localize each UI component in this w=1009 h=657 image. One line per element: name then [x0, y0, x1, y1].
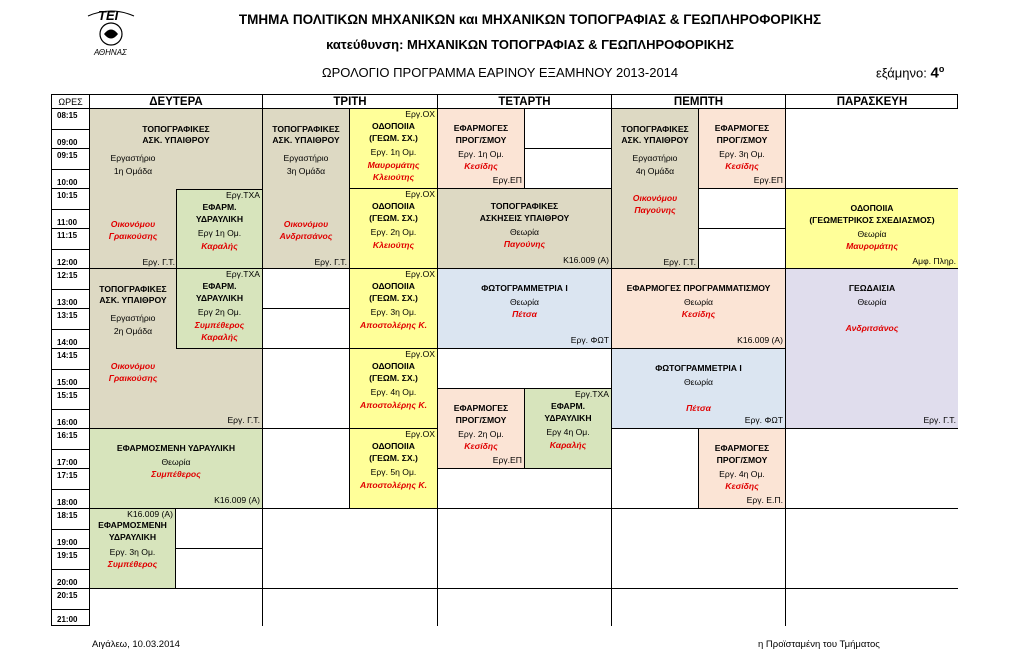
course-subtitle: ΠΡΟΓ/ΣΜΟΥ	[716, 455, 768, 465]
day-header-tuesday: ΤΡΙΤΗ	[263, 95, 438, 109]
course-block-programming-1	[438, 109, 525, 189]
course-title: ΟΔΟΠΟΙΙΑ	[372, 361, 415, 371]
time-slot	[52, 589, 90, 626]
time-end: 13:00	[57, 298, 78, 307]
course-block-geodesy	[786, 269, 958, 429]
course-room: Εργ.ΕΠ	[492, 455, 522, 465]
time-end: 09:00	[57, 138, 78, 147]
course-subtitle: (ΓΕΩΜ. ΣΧ.)	[369, 373, 418, 383]
time-end: 17:00	[57, 458, 78, 467]
schedule-title: ΩΡΟΛΟΓΙΟ ΠΡΟΓΡΑΜΜΑ ΕΑΡΙΝΟΥ ΕΞΑΜΗΝΟΥ 2013-2014	[321, 65, 679, 80]
day-header-thursday: ΠΕΜΠΤΗ	[612, 95, 786, 109]
course-block-road-design-theory	[786, 189, 958, 269]
time-slot	[52, 149, 90, 189]
empty-slot	[438, 509, 612, 589]
time-divider	[52, 409, 89, 410]
course-block-programming-theory	[612, 269, 786, 349]
empty-slot	[525, 109, 612, 149]
course-teacher: Οικονόμου	[283, 219, 329, 229]
course-teacher: Συμπέθερος	[107, 559, 158, 569]
time-slot	[52, 309, 90, 349]
course-teacher: Ανδριτσάνος	[845, 323, 899, 333]
time-divider	[52, 609, 89, 610]
empty-slot	[438, 469, 612, 509]
course-group: 4η Ομάδα	[635, 166, 675, 176]
time-divider	[52, 289, 89, 290]
course-teacher: Αποστολέρης Κ.	[360, 320, 427, 330]
department-title: ΤΜΗΜΑ ΠΟΛΙΤΙΚΩΝ ΜΗΧΑΝΙΚΩΝ και ΜΗΧΑΝΙΚΩΝ ΤΟΠΟΓΡΑΦΙΑΣ & ΓΕΩΠΛΗΡΟΦΟΡΙΚΗΣ	[238, 12, 822, 27]
course-block-hydraulics-1	[176, 189, 263, 269]
time-end: 12:00	[57, 258, 78, 267]
time-start: 13:15	[57, 311, 78, 320]
time-start: 16:15	[57, 431, 78, 440]
empty-slot	[786, 589, 958, 626]
course-block-road-design-4	[350, 349, 438, 429]
logo-bottom-text: ΑΘΗΝΑΣ	[94, 48, 127, 57]
course-block-photogrammetry-wed	[438, 269, 612, 349]
course-room: Εργ. Γ.Τ.	[227, 415, 260, 425]
semester-indicator	[876, 64, 944, 81]
course-subtitle: (ΓΕΩΜ. ΣΧ.)	[369, 453, 418, 463]
course-title: ΓΕΩΔΑΙΣΙΑ	[848, 283, 896, 293]
course-room: Εργ.ΟΧ	[405, 189, 435, 199]
course-teacher: Κλειούτης	[372, 172, 415, 182]
day-header-friday: ΠΑΡΑΣΚΕΥΗ	[786, 95, 958, 109]
course-group: Εργ 1η Ομ.	[197, 228, 242, 238]
empty-slot	[263, 309, 350, 349]
specialization-title: κατεύθυνση: ΜΗΧΑΝΙΚΩΝ ΤΟΠΟΓΡΑΦΙΑΣ & ΓΕΩΠΛΗΡΟΦΟΡΙΚΗΣ	[326, 37, 734, 52]
course-type: Εργαστήριο	[110, 313, 156, 323]
course-teacher: Κεσίδης	[725, 161, 759, 171]
course-title: ΦΩΤΟΓΡΑΜΜΕΤΡΙΑ Ι	[655, 363, 742, 373]
course-group: 3η Ομάδα	[286, 166, 326, 176]
course-room: Εργ.ΟΧ	[405, 429, 435, 439]
course-teacher: Οικονόμου	[110, 361, 156, 371]
empty-slot	[699, 189, 786, 229]
course-title: ΟΔΟΠΟΙΙΑ	[372, 121, 415, 131]
course-subtitle: ΥΔΡΑΥΛΙΚΗ	[544, 413, 592, 423]
time-slot	[52, 509, 90, 549]
course-group: 1η Ομάδα	[113, 166, 153, 176]
time-slot	[52, 269, 90, 309]
empty-slot	[438, 349, 612, 389]
course-room: Εργ.ΤΧΑ	[574, 389, 609, 399]
course-subtitle: ΠΡΟΓ/ΣΜΟΥ	[716, 135, 768, 145]
time-divider	[52, 329, 89, 330]
course-type: Εργαστήριο	[632, 153, 678, 163]
course-teacher: Αποστολέρης Κ.	[360, 480, 427, 490]
course-teacher: Πέτσα	[686, 403, 711, 413]
time-end: 11:00	[57, 218, 78, 227]
course-room: Εργ.ΟΧ	[405, 349, 435, 359]
empty-slot	[438, 589, 612, 626]
empty-slot	[786, 429, 958, 509]
footer-date: Αιγάλεω, 10.03.2014	[92, 639, 180, 650]
course-subtitle: ΠΡΟΓ/ΣΜΟΥ	[455, 135, 507, 145]
empty-slot	[263, 509, 438, 589]
course-room: Εργ. ΦΩΤ	[570, 335, 609, 345]
empty-slot	[263, 429, 350, 509]
course-title: ΕΦΑΡΜΟΓΕΣ	[453, 403, 509, 413]
course-teacher: Καραλής	[201, 332, 238, 342]
course-teacher: Κεσίδης	[464, 441, 498, 451]
empty-slot	[90, 589, 263, 626]
course-block-topo-field-theory	[438, 189, 612, 269]
course-teacher: Καραλής	[549, 440, 587, 450]
time-start: 18:15	[57, 511, 78, 520]
course-title: ΤΟΠΟΓΡΑΦΙΚΕΣ	[621, 124, 689, 134]
course-room: K16.009 (A)	[214, 495, 260, 505]
time-slot	[52, 229, 90, 269]
course-block-road-design-5	[350, 429, 438, 509]
course-block-hydraulics-2	[176, 269, 263, 349]
course-teacher: Συμπέθερος	[194, 320, 245, 330]
course-block-road-design-1	[350, 109, 438, 189]
empty-slot	[525, 149, 612, 189]
course-subtitle: ΥΔΡΑΥΛΙΚΗ	[195, 293, 244, 303]
course-block-applied-hydraulics-lab	[90, 509, 176, 589]
course-block-road-design-3	[350, 269, 438, 349]
course-group: Εργ 2η Ομ.	[197, 307, 242, 317]
empty-slot	[612, 589, 786, 626]
time-end: 18:00	[57, 498, 78, 507]
course-subtitle: ΑΣΚ. ΥΠΑΙΘΡΟΥ	[99, 295, 167, 305]
course-room: Εργ.ΕΠ	[492, 175, 522, 185]
course-title: ΕΦΑΡΜΟΓΕΣ ΠΡΟΓΡΑΜΜΑΤΙΣΜΟΥ	[626, 283, 771, 293]
institution-logo	[82, 10, 140, 64]
time-divider	[52, 529, 89, 530]
time-start: 20:15	[57, 591, 78, 600]
course-type: Θεωρία	[510, 227, 539, 237]
time-start: 09:15	[57, 151, 78, 160]
empty-slot	[263, 349, 350, 429]
course-group: 2η Ομάδα	[113, 326, 153, 336]
course-title: ΤΟΠΟΓΡΑΦΙΚΕΣ	[142, 124, 210, 134]
course-teacher: Πέτσα	[512, 309, 537, 319]
course-room: Εργ.ΕΠ	[753, 175, 783, 185]
course-title: ΕΦΑΡΜΟΓΕΣ	[453, 123, 509, 133]
time-end: 21:00	[57, 615, 78, 624]
course-teacher: Παγούνης	[503, 239, 546, 249]
course-teacher: Αποστολέρης Κ.	[360, 400, 427, 410]
empty-slot	[612, 429, 699, 509]
course-title: ΤΟΠΟΓΡΑΦΙΚΕΣ	[272, 124, 340, 134]
course-subtitle: (ΓΕΩΜ. ΣΧ.)	[369, 293, 418, 303]
course-block-photogrammetry-thu	[612, 349, 786, 429]
course-title: ΕΦΑΡΜΟΣΜΕΝΗ ΥΔΡΑΥΛΙΚΗ	[116, 443, 236, 453]
course-teacher: Οικονόμου	[632, 193, 678, 203]
time-end: 16:00	[57, 418, 78, 427]
empty-slot	[176, 509, 263, 549]
empty-slot	[786, 109, 958, 189]
course-group: Εργ. 3η Ομ.	[719, 149, 765, 159]
course-teacher: Κεσίδης	[725, 481, 759, 491]
time-start: 11:15	[57, 231, 78, 240]
course-group: Εργ. 3η Ομ.	[370, 307, 417, 317]
course-group: Εργ 4η Ομ.	[546, 427, 590, 437]
course-subtitle: (ΓΕΩΜ. ΣΧ.)	[369, 213, 418, 223]
semester-label: εξάμηνο:	[876, 65, 927, 81]
course-teacher: Γραικούσης	[108, 231, 158, 241]
course-room: K16.009 (A)	[563, 255, 609, 265]
semester-sup: ο	[938, 64, 945, 74]
course-title: ΕΦΑΡΜΟΓΕΣ	[714, 123, 770, 133]
course-teacher: Μαυρομάτης	[367, 160, 420, 170]
course-type: Εργαστήριο	[110, 153, 156, 163]
course-type: Θεωρία	[161, 457, 191, 467]
course-subtitle: ΑΣΚΗΣΕΙΣ ΥΠΑΙΘΡΟΥ	[479, 213, 570, 223]
course-subtitle: ΠΡΟΓ/ΣΜΟΥ	[455, 415, 507, 425]
time-end: 20:00	[57, 578, 78, 587]
course-block-programming-2	[438, 389, 525, 469]
course-group: Εργ. 2η Ομ.	[458, 429, 504, 439]
course-group: Εργ. 4η Ομ.	[370, 387, 417, 397]
course-subtitle: (ΓΕΩΜΕΤΡΙΚΟΣ ΣΧΕΔΙΑΣΜΟΣ)	[809, 215, 935, 225]
hours-header: ΩΡΕΣ	[52, 95, 90, 109]
course-room: Εργ.ΟΧ	[405, 109, 435, 119]
course-title: ΤΟΠΟΓΡΑΦΙΚΕΣ	[99, 284, 167, 294]
course-teacher: Μαυρομάτης	[846, 241, 898, 251]
time-start: 10:15	[57, 191, 78, 200]
time-start: 12:15	[57, 271, 78, 280]
course-subtitle: ΑΣΚ. ΥΠΑΙΘΡΟΥ	[272, 135, 340, 145]
course-group: Εργ. 5η Ομ.	[370, 467, 417, 477]
course-type: Θεωρία	[857, 297, 887, 307]
course-room: Εργ. Γ.Τ.	[923, 415, 956, 425]
course-title: ΕΦΑΡΜ.	[202, 202, 237, 212]
time-slot	[52, 389, 90, 429]
course-room: Εργ. Γ.Τ.	[314, 257, 347, 267]
course-teacher: Κεσίδης	[464, 161, 498, 171]
time-start: 19:15	[57, 551, 78, 560]
time-divider	[52, 569, 89, 570]
time-start: 14:15	[57, 351, 78, 360]
time-start: 15:15	[57, 391, 78, 400]
course-block-topo-field-4	[612, 109, 699, 269]
course-title: ΦΩΤΟΓΡΑΜΜΕΤΡΙΑ Ι	[481, 283, 568, 293]
time-divider	[52, 129, 89, 130]
empty-slot	[176, 549, 263, 589]
course-block-topo-field-3	[263, 109, 350, 269]
course-group: Εργ. 3η Ομ.	[109, 547, 156, 557]
course-subtitle: ΥΔΡΑΥΛΙΚΗ	[108, 532, 157, 542]
course-subtitle: (ΓΕΩΜ. ΣΧ.)	[369, 133, 418, 143]
empty-slot	[263, 269, 350, 309]
footer-signature: η Προϊσταμένη του Τμήματος	[758, 639, 880, 650]
course-teacher: Κλειούτης	[372, 240, 415, 250]
day-header-wednesday: ΤΕΤΑΡΤΗ	[438, 95, 612, 109]
course-title: ΟΔΟΠΟΙΙΑ	[372, 281, 415, 291]
course-subtitle: ΑΣΚ. ΥΠΑΙΘΡΟΥ	[142, 135, 210, 145]
course-block-programming-3	[699, 109, 786, 189]
course-type: Θεωρία	[857, 229, 887, 239]
course-teacher: Συμπέθερος	[151, 469, 201, 479]
day-header-monday: ΔΕΥΤΕΡΑ	[90, 95, 263, 109]
course-subtitle: ΑΣΚ. ΥΠΑΙΘΡΟΥ	[621, 135, 689, 145]
time-divider	[52, 369, 89, 370]
logo-top-text: ΤΕΙ	[98, 8, 119, 23]
time-end: 19:00	[57, 538, 78, 547]
semester-value: 4	[930, 64, 939, 82]
time-slot	[52, 429, 90, 469]
course-room: Εργ. Γ.Τ.	[663, 257, 696, 267]
course-room: Εργ.ΤΧΑ	[225, 190, 260, 200]
course-group: Εργ. 2η Ομ.	[370, 227, 417, 237]
time-slot	[52, 549, 90, 589]
timetable	[51, 94, 958, 626]
time-slot	[52, 189, 90, 229]
time-start: 08:15	[57, 111, 78, 120]
time-divider	[52, 249, 89, 250]
course-teacher: Παγούνης	[634, 205, 676, 215]
course-room: K16.009 (A)	[127, 509, 173, 519]
course-teacher: Γραικούσης	[108, 373, 158, 383]
course-title: ΤΟΠΟΓΡΑΦΙΚΕΣ	[490, 201, 559, 211]
empty-slot	[786, 509, 958, 589]
course-room: K16.009 (A)	[737, 335, 783, 345]
course-group: Εργ. 1η Ομ.	[370, 147, 417, 157]
course-room: Εργ. ΦΩΤ	[744, 415, 783, 425]
course-block-programming-4	[699, 429, 786, 509]
course-subtitle: ΥΔΡΑΥΛΙΚΗ	[195, 214, 244, 224]
time-divider	[52, 449, 89, 450]
course-title: ΟΔΟΠΟΙΙΑ	[372, 201, 415, 211]
course-group: Εργ. 1η Ομ.	[458, 149, 504, 159]
time-end: 10:00	[57, 178, 78, 187]
time-end: 15:00	[57, 378, 78, 387]
course-room: Αμφ. Πληρ.	[912, 256, 956, 266]
course-title: ΕΦΑΡΜΟΓΕΣ	[714, 443, 770, 453]
course-room: Εργ. Γ.Τ.	[142, 257, 175, 267]
empty-slot	[263, 589, 438, 626]
course-room: Εργ. Ε.Π.	[746, 495, 783, 505]
course-teacher: Ανδριτσάνος	[279, 231, 333, 241]
course-teacher: Καραλής	[201, 241, 238, 251]
course-title: ΟΔΟΠΟΙΙΑ	[372, 441, 415, 451]
time-slot	[52, 109, 90, 149]
course-type: Εργαστήριο	[283, 153, 329, 163]
course-block-road-design-2	[350, 189, 438, 269]
course-block-applied-hydraulics	[90, 429, 263, 509]
course-teacher: Οικονόμου	[110, 219, 156, 229]
empty-slot	[612, 509, 786, 589]
time-divider	[52, 209, 89, 210]
course-block-hydraulics-4	[525, 389, 612, 469]
time-divider	[52, 169, 89, 170]
course-type: Θεωρία	[510, 297, 539, 307]
time-end: 14:00	[57, 338, 78, 347]
course-group: Εργ. 4η Ομ.	[719, 469, 765, 479]
course-type: Θεωρία	[684, 297, 713, 307]
time-divider	[52, 489, 89, 490]
time-slot	[52, 349, 90, 389]
course-room: Εργ.ΤΧΑ	[225, 269, 260, 279]
course-title: ΟΔΟΠΟΙΙΑ	[850, 203, 894, 213]
time-slot	[52, 469, 90, 509]
course-teacher: Κεσίδης	[681, 309, 716, 319]
empty-slot	[699, 229, 786, 269]
course-title: ΕΦΑΡΜ.	[550, 401, 586, 411]
course-title: ΕΦΑΡΜΟΣΜΕΝΗ	[98, 520, 167, 530]
course-room: Εργ.ΟΧ	[405, 269, 435, 279]
course-title: ΕΦΑΡΜ.	[202, 281, 237, 291]
course-type: Θεωρία	[684, 377, 713, 387]
time-start: 17:15	[57, 471, 78, 480]
